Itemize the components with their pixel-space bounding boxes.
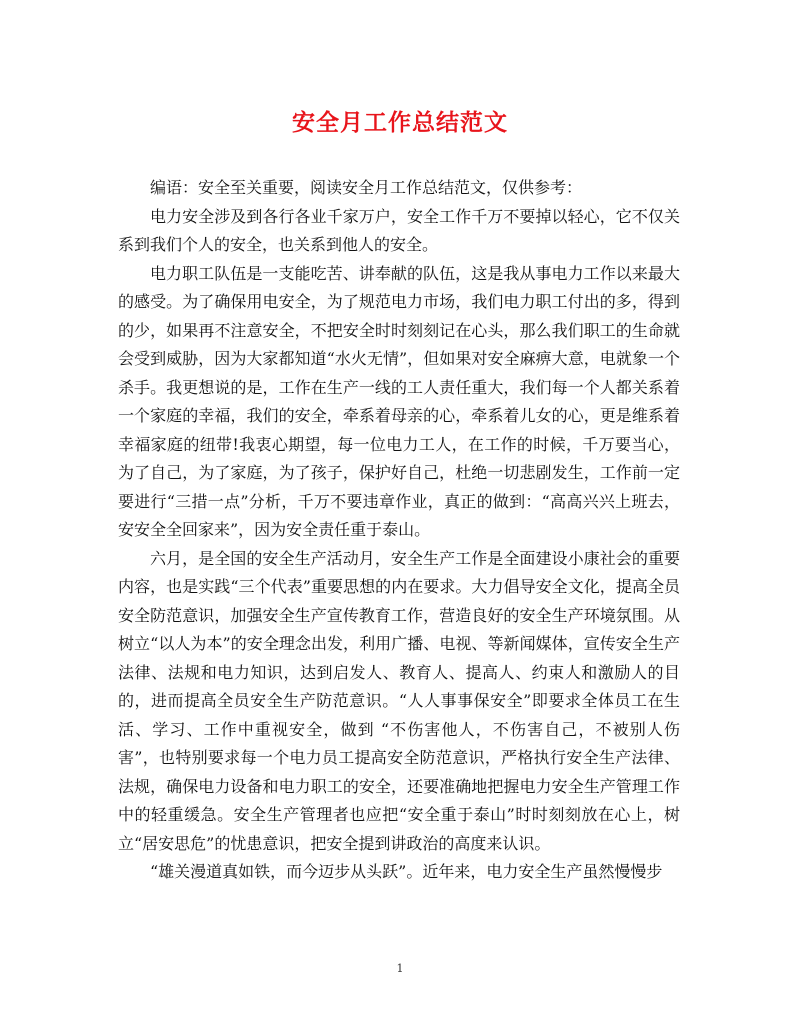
paragraph-workers: 电力职工队伍是一支能吃苦、讲奉献的队伍，这是我从事电力工作以来最大的感受。为了确保用电安全，为了规范电力市场，我们电力职工付出的多，得到的少，如果再不注意安全，不把安全时时刻刻记在心头，那么我们职工的生命就会受到威胁，因为大家都知道“水火无情”，但如果对安全麻痹大意，电就象一个杀手。我更想说的是，工作在生产一线的工人责任重大，我们每一个人都关系着一个家庭的幸福，我们的安全，牵系着母亲的心，牵系着儿女的心，更是维系着幸福家庭的纽带!我衷心期望，每一位电力工人，在工作的时候，千万要当心，为了自己，为了家庭，为了孩子，保护好自己，杜绝一切悲剧发生，工作前一定要进行“三措一点”分析，千万不要违章作业，真正的做到：“高高兴兴上班去，安安全全回家来”，因为安全责任重于泰山。	[118, 263, 680, 539]
document-body	[118, 174, 680, 887]
document-title: 安全月工作总结范文	[292, 109, 508, 136]
paragraph-continuation: “雄关漫道真如铁，而今迈步从头跃”。近年来，电力安全生产虽然慢慢步	[150, 862, 663, 881]
paragraph-intro: 电力安全涉及到各行各业千家万户，安全工作千万不要掉以轻心，它不仅关系到我们个人的安全，也关系到他人的安全。	[118, 206, 680, 254]
page-number: 1	[396, 962, 404, 975]
paragraph-editor-note: 编语：安全至关重要，阅读安全月工作总结范文，仅供参考：	[150, 178, 583, 197]
paragraph-june-safety-month: 六月，是全国的安全生产活动月，安全生产工作是全面建设小康社会的重要内容，也是实践“三个代表”重要思想的内在要求。大力倡导安全文化，提高全员安全防范意识，加强安全生产宣传教育工作，营造良好的安全生产环境氛围。从树立“以人为本”的安全理念出发，利用广播、电视、等新闻媒体，宣传安全生产法律、法规和电力知识，达到启发人、教育人、提高人、约束人和激励人的目的，进而提高全员安全生产防范意识。“人人事事保安全”即要求全体员工在生活、学习、工作中重视安全，做到 “不伤害他人，不伤害自己，不被别人伤害”，也特别要求每一个电力员工提高安全防范意识，严格执行安全生产法律、法规，确保电力设备和电力职工的安全，还要准确地把握电力安全生产管理工作中的轻重缓急。安全生产管理者也应把“安全重于泰山”时时刻刻放在心上，树立“居安思危”的忧患意识，把安全提到讲政治的高度来认识。	[118, 548, 680, 853]
